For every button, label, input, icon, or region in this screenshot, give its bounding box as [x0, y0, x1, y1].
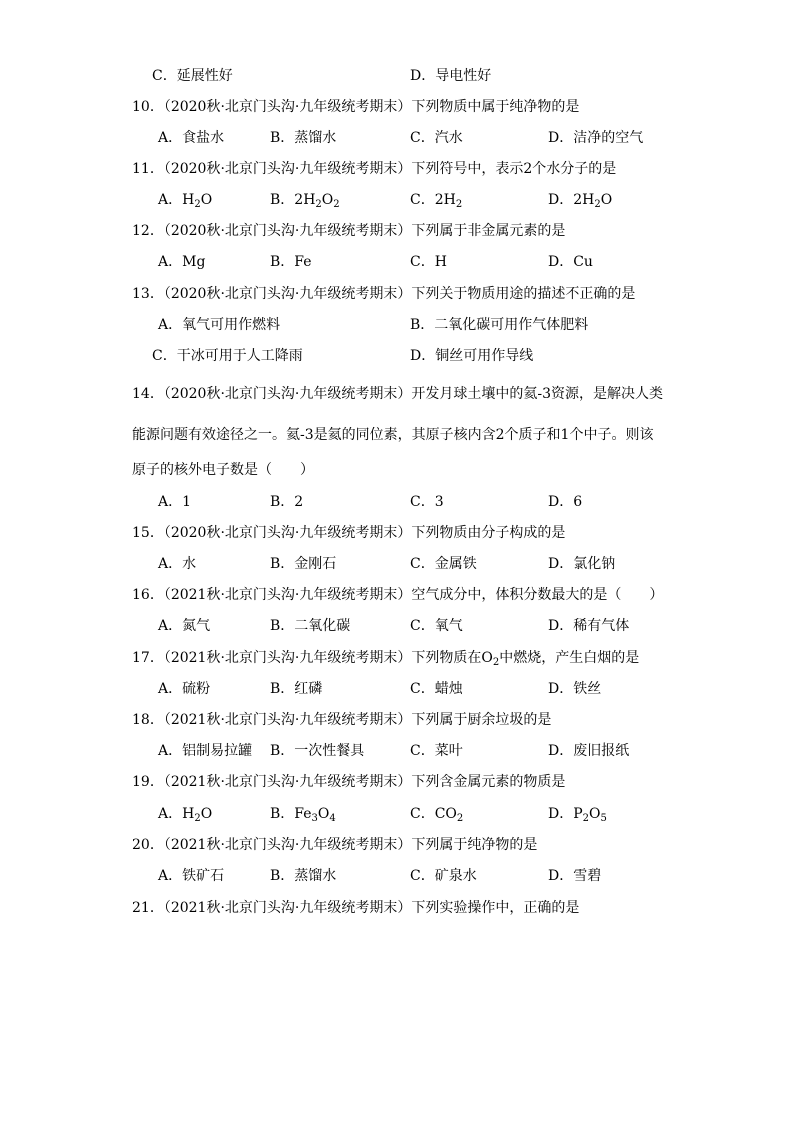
q14-option-a: A．1: [158, 494, 192, 510]
q10-option-c: C．汽水: [410, 130, 463, 146]
q16-option-a: A．氮气: [158, 618, 211, 634]
q12-option-a: A．Mg: [158, 254, 206, 270]
q10-stem: 10．（2020秋·北京门头沟·九年级统考期末）下列物质中属于纯净物的是: [132, 99, 580, 115]
q16-stem-row: [0, 585, 794, 605]
q13-options-row-2: [0, 346, 794, 366]
q19-options-row: [0, 804, 794, 824]
q11-stem-row: [0, 159, 794, 179]
q9-option-c: C．延展性好: [152, 68, 233, 84]
q13-option-c: C．干冰可用于人工降雨: [152, 348, 303, 364]
q15-option-d: D．氯化钠: [548, 556, 616, 572]
q11-option-c: C．$2H_2$: [410, 192, 463, 210]
q10-option-a: A．食盐水: [158, 130, 225, 146]
q16-option-d: D．稀有气体: [548, 618, 630, 634]
q15-stem: 15．（2020秋·北京门头沟·九年级统考期末）下列物质由分子构成的是: [132, 525, 566, 541]
q15-options-row: [0, 554, 794, 574]
q17-option-c: C．蜡烛: [410, 681, 463, 697]
q19-stem-row: [0, 772, 794, 792]
q14-option-d: D．6: [548, 494, 583, 510]
q16-option-b: B．二氧化碳: [270, 618, 351, 634]
q20-option-d: D．雪碧: [548, 868, 602, 884]
q20-option-a: A．铁矿石: [158, 868, 225, 884]
q12-option-c: C．H: [410, 254, 447, 270]
q18-option-d: D．废旧报纸: [548, 743, 630, 759]
q16-stem: 16．（2021秋·北京门头沟·九年级统考期末）空气成分中，体积分数最大的是（ ）: [132, 587, 664, 603]
q17-options-row: [0, 679, 794, 699]
q13-options-row-1: [0, 315, 794, 335]
q13-stem: 13．（2020秋·北京门头沟·九年级统考期末）下列关于物质用途的描述不正确的是: [132, 286, 636, 302]
q15-stem-row: [0, 523, 794, 543]
q14-option-c: C．3: [410, 494, 444, 510]
q14-stem-line-1: 14．（2020秋·北京门头沟·九年级统考期末）开发月球土壤中的氦-3资源，是解决人类: [132, 386, 663, 402]
q14-options-row: [0, 492, 794, 512]
q18-options-row: [0, 741, 794, 761]
q19-option-c: C．$CO_2$: [410, 806, 464, 824]
q12-options-row: [0, 252, 794, 272]
q15-option-b: B．金刚石: [270, 556, 337, 572]
q17-option-d: D．铁丝: [548, 681, 602, 697]
q9-options-row: [0, 66, 794, 86]
q20-option-b: B．蒸馏水: [270, 868, 337, 884]
q10-option-b: B．蒸馏水: [270, 130, 337, 146]
q19-option-a: A．$H_2O$: [158, 806, 213, 824]
q19-option-d: D．$P_2O_5$: [548, 806, 607, 824]
q18-stem: 18．（2021秋·北京门头沟·九年级统考期末）下列属于厨余垃圾的是: [132, 712, 552, 728]
q14-stem-line-3: 原子的核外电子数是（ ）: [132, 462, 314, 478]
q10-options-row: [0, 128, 794, 148]
q18-stem-row: [0, 710, 794, 730]
q15-option-a: A．水: [158, 556, 197, 572]
q13-option-d: D．铜丝可用作导线: [410, 348, 534, 364]
q15-option-c: C．金属铁: [410, 556, 477, 572]
q13-stem-row: [0, 284, 794, 304]
q16-option-c: C．氧气: [410, 618, 463, 634]
q20-option-c: C．矿泉水: [410, 868, 477, 884]
q11-stem: 11．（2020秋·北京门头沟·九年级统考期末）下列符号中，表示2个水分子的是: [132, 161, 617, 177]
q12-stem-row: [0, 221, 794, 241]
q21-stem-row: [0, 898, 794, 918]
q11-options-row: [0, 190, 794, 210]
q19-option-b: B．$Fe_3O_4$: [270, 806, 336, 824]
q16-options-row: [0, 616, 794, 636]
q11-option-b: B．$2H_2O_2$: [270, 192, 340, 210]
q12-stem: 12．（2020秋·北京门头沟·九年级统考期末）下列属于非金属元素的是: [132, 223, 566, 239]
q11-option-d: D．$2H_2O$: [548, 192, 613, 210]
q18-option-a: A．铝制易拉罐: [158, 743, 253, 759]
q18-option-c: C．菜叶: [410, 743, 463, 759]
q10-stem-row: [0, 97, 794, 117]
q18-option-b: B．一次性餐具: [270, 743, 365, 759]
q11-option-a: A．$H_2O$: [158, 192, 213, 210]
q20-options-row: [0, 866, 794, 886]
q17-option-b: B．红磷: [270, 681, 323, 697]
q13-option-b: B．二氧化碳可用作气体肥料: [410, 317, 589, 333]
q17-option-a: A．硫粉: [158, 681, 211, 697]
q13-option-a: A．氧气可用作燃料: [158, 317, 281, 333]
q9-option-d: D．导电性好: [410, 68, 492, 84]
q12-option-d: D．Cu: [548, 254, 593, 270]
q17-stem-row: [0, 648, 794, 668]
q10-option-d: D．洁净的空气: [548, 130, 644, 146]
q14-option-b: B．2: [270, 494, 304, 510]
q14-stem-line-2: 能源问题有效途径之一。氦-3是氦的同位素，其原子核内含2个质子和1个中子。则该: [132, 427, 654, 443]
q12-option-b: B．Fe: [270, 254, 312, 270]
q19-stem: 19．（2021秋·北京门头沟·九年级统考期末）下列含金属元素的物质是: [132, 774, 566, 790]
q21-stem: 21．（2021秋·北京门头沟·九年级统考期末）下列实验操作中，正确的是: [132, 900, 580, 916]
q20-stem: 20．（2021秋·北京门头沟·九年级统考期末）下列属于纯净物的是: [132, 837, 538, 853]
q20-stem-row: [0, 835, 794, 855]
q17-stem: 17．（2021秋·北京门头沟·九年级统考期末）下列物质在$O_2$中燃烧，产生白烟的是: [132, 650, 640, 668]
